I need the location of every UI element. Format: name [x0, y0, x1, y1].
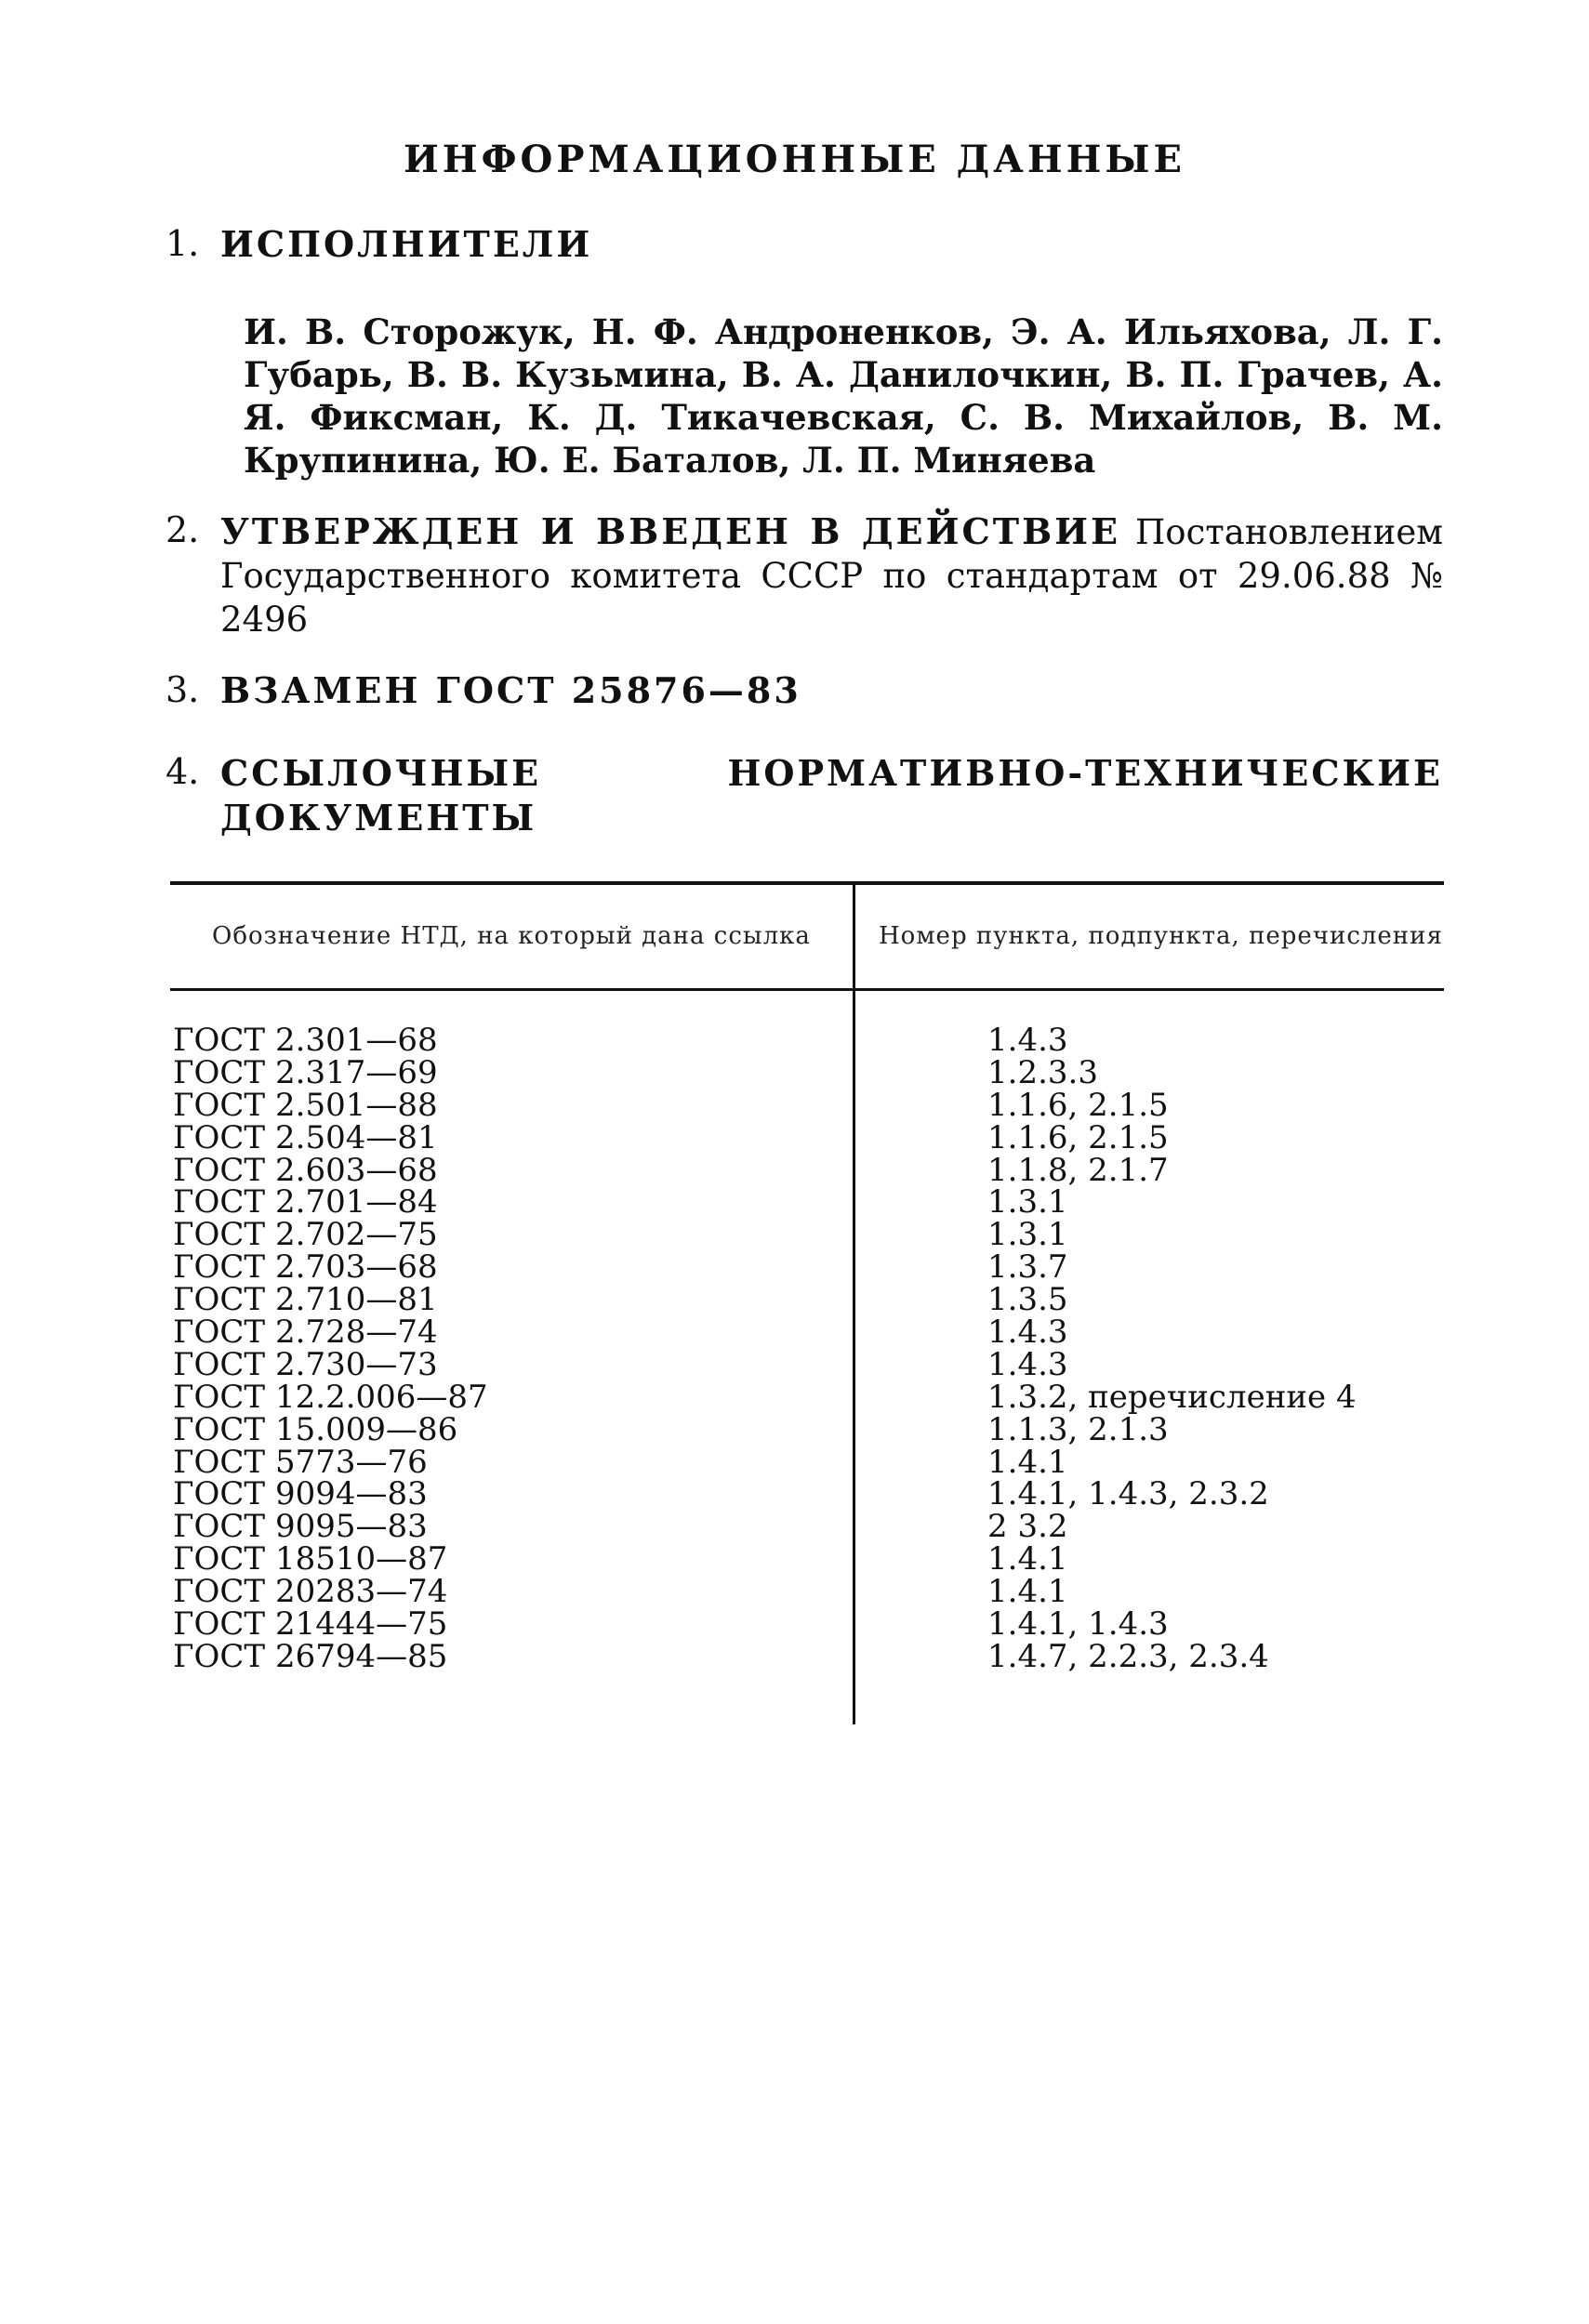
document-number: 2.730—73	[275, 1345, 438, 1383]
table-row-clause: 1.4.3	[987, 1022, 1068, 1059]
section-2-text: Постановлением Государственного комитета СССР по стандартам от 29.06.88 № 2496	[220, 512, 1443, 640]
table-row-clause: 1.3.2, перечисление 4	[987, 1378, 1357, 1416]
section-2-number: 2.	[166, 509, 200, 550]
table-row-document	[173, 1248, 824, 1287]
section-3-title: ВЗАМЕН ГОСТ 25876—83	[220, 669, 801, 711]
gost-prefix: ГОСТ	[173, 1540, 266, 1578]
gost-prefix: ГОСТ	[173, 1573, 266, 1611]
document-number: 18510—87	[275, 1540, 448, 1578]
table-row-clause: 1.4.7, 2.2.3, 2.3.4	[987, 1637, 1269, 1675]
document-number: 20283—74	[275, 1573, 448, 1611]
table-row-clause: 1.1.3, 2.1.3	[987, 1410, 1169, 1448]
document-number: 2.301—68	[275, 1022, 438, 1059]
table-row-document	[173, 1605, 824, 1644]
table-row-document	[173, 1024, 824, 1057]
gost-prefix: ГОСТ	[173, 1443, 266, 1481]
document-number: 2.603—68	[275, 1151, 438, 1189]
table-top-rule	[170, 881, 1444, 885]
gost-prefix: ГОСТ	[173, 1314, 266, 1352]
gost-prefix: ГОСТ	[173, 1281, 266, 1319]
table-header-rule	[170, 988, 1444, 991]
document-number: 15.009—86	[275, 1410, 458, 1448]
section-4-title: ССЫЛОЧНЫЕ НОРМАТИВНО-ТЕХНИЧЕСКИЕ ДОКУМЕНТЫ	[220, 752, 1443, 838]
table-row-clause: 1.1.6, 2.1.5	[987, 1118, 1169, 1156]
document-number: 2.728—74	[275, 1314, 438, 1352]
table-row-document	[173, 1086, 824, 1124]
table-row-document	[173, 1151, 824, 1189]
gost-prefix: ГОСТ	[173, 1378, 266, 1416]
table-row-document	[173, 1637, 824, 1675]
table-row-document	[173, 1410, 824, 1448]
gost-prefix: ГОСТ	[173, 1637, 266, 1675]
document-number: 9094—83	[275, 1475, 428, 1513]
section-2-title: УТВЕРЖДЕН И ВВЕДЕН В ДЕЙСТВИЕ	[220, 510, 1121, 552]
document-number: 9095—83	[275, 1508, 428, 1546]
gost-prefix: ГОСТ	[173, 1345, 266, 1383]
table-row-document	[173, 1378, 824, 1416]
document-number: 21444—75	[275, 1605, 448, 1644]
document-number: 2.703—68	[275, 1248, 438, 1287]
gost-prefix: ГОСТ	[173, 1022, 266, 1059]
table-row-clause: 1.3.5	[987, 1281, 1068, 1319]
table-row-clause: 1.4.3	[987, 1314, 1068, 1352]
table-row-document	[173, 1281, 824, 1319]
table-row-document	[173, 1540, 824, 1578]
gost-prefix: ГОСТ	[173, 1410, 266, 1448]
authors-list: И. В. Сторожук, Н. Ф. Андроненков, Э. А. Ильяхова, Л. Г. Губарь, В. В. Кузьмина, В. А. Данилочкин, В. П. Грачев, А. Я. Фиксман, К. Д. Тикачевская, С. В. Михайлов, В. М. Крупинина, Ю. Е. Баталов, Л. П. Миняева	[244, 311, 1443, 481]
table-row-clause: 1.4.3	[987, 1345, 1068, 1383]
table-row-document	[173, 1216, 824, 1254]
gost-prefix: ГОСТ	[173, 1086, 266, 1124]
section-3-number: 3.	[166, 669, 200, 710]
gost-prefix: ГОСТ	[173, 1605, 266, 1644]
gost-prefix: ГОСТ	[173, 1248, 266, 1287]
table-row-document	[173, 1314, 824, 1352]
table-row-document	[173, 1508, 824, 1546]
section-1-number: 1.	[166, 223, 200, 264]
gost-prefix: ГОСТ	[173, 1183, 266, 1221]
document-number: 26794—85	[275, 1637, 448, 1675]
table-header-clause: Номер пункта, подпункта, перечисления	[879, 922, 1443, 950]
gost-prefix: ГОСТ	[173, 1118, 266, 1156]
document-number: 2.702—75	[275, 1216, 438, 1254]
table-row-document	[173, 1345, 824, 1383]
table-row-clause: 1.3.1	[987, 1183, 1068, 1221]
table-row-clause: 2 3.2	[987, 1508, 1068, 1546]
document-number: 2.317—69	[275, 1053, 438, 1091]
document-number: 12.2.006—87	[275, 1378, 488, 1416]
table-row-clause: 1.4.1	[987, 1443, 1068, 1481]
section-4-number: 4.	[166, 751, 200, 792]
section-2-body	[220, 509, 1443, 641]
gost-prefix: ГОСТ	[173, 1475, 266, 1513]
table-row-clause: 1.4.1	[987, 1573, 1068, 1611]
table-column-divider	[853, 883, 855, 1724]
gost-prefix: ГОСТ	[173, 1508, 266, 1546]
table-row-document	[173, 1118, 824, 1156]
table-row-document	[173, 1573, 824, 1611]
document-number: 5773—76	[275, 1443, 428, 1481]
table-row-clause: 1.4.1, 1.4.3, 2.3.2	[987, 1475, 1269, 1513]
section-1-title: ИСПОЛНИТЕЛИ	[220, 223, 593, 265]
table-row-clause: 1.3.1	[987, 1216, 1068, 1254]
table-column-documents	[173, 1024, 824, 1673]
document-number: 2.701—84	[275, 1183, 438, 1221]
table-row-document	[173, 1053, 824, 1091]
table-row-clause: 1.1.8, 2.1.7	[987, 1151, 1169, 1189]
table-row-clause: 1.4.1, 1.4.3	[987, 1605, 1169, 1644]
table-row-clause: 1.3.7	[987, 1248, 1068, 1287]
table-row-clause: 1.4.1	[987, 1540, 1068, 1578]
table-row-clause: 1.1.6, 2.1.5	[987, 1086, 1169, 1124]
table-row-document	[173, 1183, 824, 1221]
document-number: 2.504—81	[275, 1118, 438, 1156]
gost-prefix: ГОСТ	[173, 1053, 266, 1091]
table-header-document: Обозначение НТД, на который дана ссылка	[212, 922, 811, 950]
document-number: 2.501—88	[275, 1086, 438, 1124]
gost-prefix: ГОСТ	[173, 1151, 266, 1189]
table-row-document	[173, 1443, 824, 1481]
table-column-clauses	[987, 1024, 1434, 1673]
document-title: ИНФОРМАЦИОННЫЕ ДАННЫЕ	[404, 138, 1185, 181]
table-row-clause: 1.2.3.3	[987, 1053, 1098, 1091]
table-row-document	[173, 1475, 824, 1513]
gost-prefix: ГОСТ	[173, 1216, 266, 1254]
document-number: 2.710—81	[275, 1281, 438, 1319]
